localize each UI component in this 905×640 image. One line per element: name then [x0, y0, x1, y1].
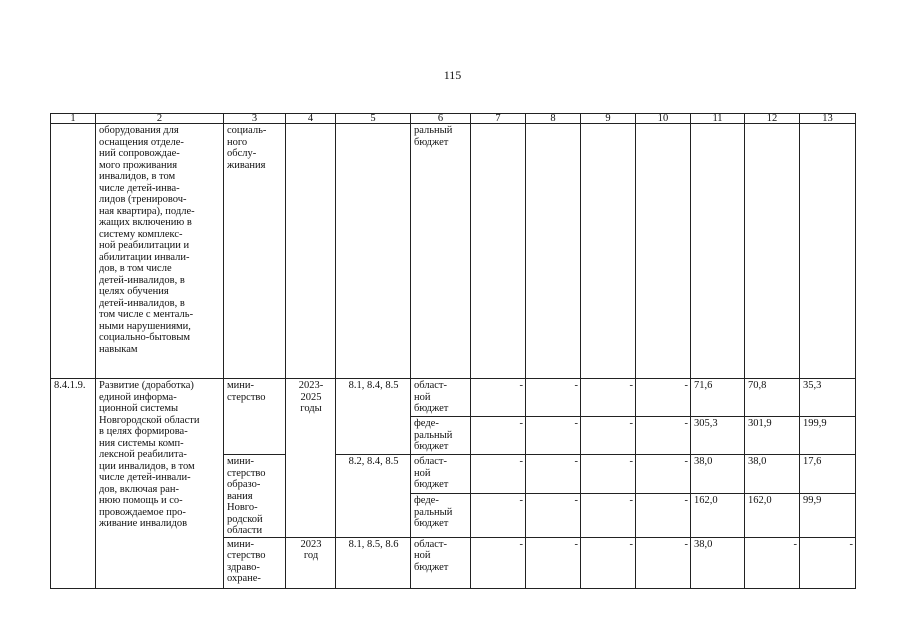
value-cell: - — [471, 494, 526, 537]
value-cell: - — [581, 417, 636, 455]
value-cell: - — [581, 379, 636, 417]
indicator-cell — [336, 124, 411, 379]
executor-cell: мини- стерство здраво- охране- — [224, 537, 286, 588]
item-code-cell — [51, 124, 96, 379]
value-cell — [526, 124, 581, 379]
indicator-cell: 8.1, 8.5, 8.6 — [336, 537, 411, 588]
funding-source-cell: феде- ральный бюджет — [411, 417, 471, 455]
column-number: 6 — [411, 114, 471, 124]
column-number: 9 — [581, 114, 636, 124]
column-number: 8 — [526, 114, 581, 124]
funding-source-cell: област- ной бюджет — [411, 455, 471, 494]
indicator-cell: 8.2, 8.4, 8.5 — [336, 455, 411, 538]
value-cell: - — [526, 379, 581, 417]
value-cell: 38,0 — [691, 455, 745, 494]
funding-source-cell: област- ной бюджет — [411, 379, 471, 417]
program-table — [50, 113, 856, 589]
period-cell: 2023- 2025 годы — [286, 379, 336, 538]
funding-source-cell: област- ной бюджет — [411, 537, 471, 588]
executor-cell: мини- стерство образо- вания Новго- родской области — [224, 455, 286, 538]
value-cell: 70,8 — [745, 379, 800, 417]
value-cell: 162,0 — [691, 494, 745, 537]
column-number: 7 — [471, 114, 526, 124]
indicator-cell: 8.1, 8.4, 8.5 — [336, 379, 411, 455]
value-cell: 35,3 — [800, 379, 856, 417]
value-cell: - — [636, 537, 691, 588]
value-cell: - — [581, 537, 636, 588]
value-cell: - — [800, 537, 856, 588]
item-name-cell: оборудования для оснащения отделе- ний сопровождае- мого проживания инвалидов, в том числе детей-инва- лидов (тренировоч- ная квартира), подле- жащих включению в систему комплекс- ной реабилитации и абилитации инвали- дов, в том числе детей-инвалидов, в целях обучения детей-инвалидов, в том числе с менталь- ными нарушениями, социально-бытовым навыкам — [96, 124, 224, 379]
value-cell: - — [581, 455, 636, 494]
value-cell: - — [471, 537, 526, 588]
value-cell: - — [526, 494, 581, 537]
value-cell — [636, 124, 691, 379]
table-row — [51, 124, 856, 379]
value-cell: 199,9 — [800, 417, 856, 455]
value-cell: - — [636, 494, 691, 537]
value-cell: - — [526, 417, 581, 455]
value-cell: 301,9 — [745, 417, 800, 455]
column-number: 5 — [336, 114, 411, 124]
value-cell — [745, 124, 800, 379]
value-cell: - — [581, 494, 636, 537]
funding-source-cell: ральный бюджет — [411, 124, 471, 379]
value-cell: 71,6 — [691, 379, 745, 417]
value-cell: - — [471, 379, 526, 417]
column-number: 11 — [691, 114, 745, 124]
value-cell — [800, 124, 856, 379]
funding-source-cell: феде- ральный бюджет — [411, 494, 471, 537]
column-number: 12 — [745, 114, 800, 124]
executor-cell: социаль- ного обслу- живания — [224, 124, 286, 379]
column-number-row — [51, 114, 856, 124]
value-cell: 17,6 — [800, 455, 856, 494]
value-cell: - — [471, 455, 526, 494]
table-row — [51, 379, 856, 417]
column-number: 1 — [51, 114, 96, 124]
item-code-cell: 8.4.1.9. — [51, 379, 96, 589]
column-number: 4 — [286, 114, 336, 124]
value-cell: 305,3 — [691, 417, 745, 455]
page-number: 115 — [443, 68, 462, 82]
item-name-cell: Развитие (доработка) единой информа- ционной системы Новгородской области в целях формирова- ния системы комп- лексной реабилита- ции инвалидов, в том числе детей-инвали- дов, включая ран- нюю помощь и со- провождаемое про- живание инвалидов — [96, 379, 224, 589]
executor-cell: мини- стерство — [224, 379, 286, 455]
value-cell: - — [471, 417, 526, 455]
value-cell: 99,9 — [800, 494, 856, 537]
column-number: 10 — [636, 114, 691, 124]
value-cell: - — [636, 417, 691, 455]
column-number: 13 — [800, 114, 856, 124]
value-cell — [581, 124, 636, 379]
column-number: 2 — [96, 114, 224, 124]
value-cell: - — [636, 379, 691, 417]
value-cell: - — [526, 537, 581, 588]
value-cell: - — [745, 537, 800, 588]
period-cell — [286, 124, 336, 379]
value-cell — [471, 124, 526, 379]
value-cell: - — [636, 455, 691, 494]
period-cell: 2023 год — [286, 537, 336, 588]
value-cell: 162,0 — [745, 494, 800, 537]
value-cell: 38,0 — [691, 537, 745, 588]
value-cell: - — [526, 455, 581, 494]
column-number: 3 — [224, 114, 286, 124]
value-cell — [691, 124, 745, 379]
value-cell: 38,0 — [745, 455, 800, 494]
